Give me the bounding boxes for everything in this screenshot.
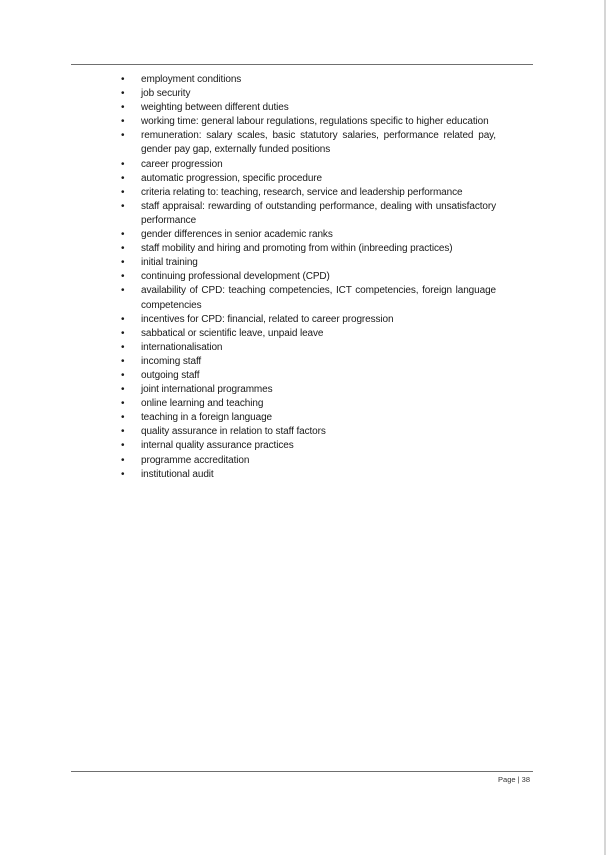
- list-item-text: initial training: [141, 257, 198, 269]
- list-item: [0, 87, 606, 101]
- bullet-icon: •: [121, 440, 125, 452]
- bullet-icon: •: [121, 271, 125, 283]
- list-item: [0, 270, 606, 284]
- bullet-icon: •: [121, 158, 125, 170]
- list-item: [0, 397, 606, 411]
- list-item-text: gender differences in senior academic ranks: [141, 229, 333, 241]
- bullet-icon: •: [121, 285, 125, 297]
- list-item: [0, 129, 606, 157]
- bullet-icon: •: [121, 102, 125, 114]
- list-item-text: incoming staff: [141, 355, 202, 367]
- list-item-text: internal quality assurance practices: [141, 440, 294, 452]
- bullet-icon: •: [121, 74, 125, 85]
- list-item-text: incentives for CPD: financial, related to career progression: [141, 313, 394, 325]
- list-item-text: staff appraisal: rewarding of outstanding performance, dealing with unsatisfactory performance: [141, 200, 496, 226]
- bullet-icon: •: [121, 426, 125, 438]
- list-item: [0, 313, 606, 327]
- list-item: [0, 172, 606, 186]
- list-item: [0, 341, 606, 355]
- bullet-icon: •: [121, 355, 125, 367]
- list-item-text: teaching in a foreign language: [141, 412, 272, 424]
- list-item-text: employment conditions: [141, 74, 242, 85]
- list-item-text: availability of CPD: teaching competencies, ICT competencies, foreign language competencies: [141, 285, 496, 311]
- list-item: [0, 411, 606, 425]
- bullet-icon: •: [121, 116, 125, 128]
- list-item: [0, 101, 606, 115]
- bullet-icon: •: [121, 384, 125, 396]
- list-item-text: weighting between different duties: [141, 102, 289, 114]
- list-item: [0, 425, 606, 439]
- list-item: [0, 200, 606, 228]
- bullet-icon: •: [121, 369, 125, 381]
- bullet-icon: •: [121, 454, 125, 466]
- list-item: [0, 383, 606, 397]
- bullet-icon: •: [121, 229, 125, 241]
- bullet-icon: •: [121, 412, 125, 424]
- list-item-text: criteria relating to: teaching, research, service and leadership performance: [141, 186, 463, 198]
- list-item-text: career progression: [141, 158, 223, 170]
- bullet-icon: •: [121, 468, 125, 480]
- list-item-text: automatic progression, specific procedure: [141, 172, 322, 184]
- list-item-text: quality assurance in relation to staff factors: [141, 426, 326, 438]
- bullet-icon: •: [121, 88, 125, 100]
- bullet-icon: •: [121, 341, 125, 353]
- list-item-text: continuing professional development (CPD): [141, 271, 330, 283]
- list-item-text: staff mobility and hiring and promoting from within (inbreeding practices): [141, 243, 453, 255]
- list-item-text: institutional audit: [141, 468, 214, 480]
- bullet-icon: •: [121, 327, 125, 339]
- list-item-text: internationalisation: [141, 341, 223, 353]
- list-item: [0, 115, 606, 129]
- list-item: [0, 186, 606, 200]
- list-item: [0, 439, 606, 453]
- list-item: [0, 228, 606, 242]
- list-item-text: remuneration: salary scales, basic statutory salaries, performance related pay, gender pay gap, externally funded positions: [141, 130, 496, 156]
- list-item-text: working time: general labour regulations, regulations specific to higher education: [141, 116, 489, 128]
- list-item-text: programme accreditation: [141, 454, 250, 466]
- list-item-text: job security: [141, 88, 191, 100]
- bullet-icon: •: [121, 172, 125, 184]
- list-item-text: online learning and teaching: [141, 398, 264, 410]
- bullet-list: [0, 73, 606, 482]
- list-item: [0, 468, 606, 482]
- page-number: Page | 38: [498, 775, 530, 784]
- bullet-icon: •: [121, 398, 125, 410]
- list-item: [0, 256, 606, 270]
- bullet-icon: •: [121, 200, 125, 212]
- list-item: [0, 242, 606, 256]
- bullet-icon: •: [121, 130, 125, 142]
- bullet-icon: •: [121, 186, 125, 198]
- list-item-text: joint international programmes: [141, 384, 273, 396]
- list-item-text: outgoing staff: [141, 369, 200, 381]
- list-item: [0, 369, 606, 383]
- bullet-icon: •: [121, 257, 125, 269]
- list-item: [0, 454, 606, 468]
- footer-divider: [71, 771, 533, 772]
- list-item: [0, 355, 606, 369]
- list-item: [0, 284, 606, 312]
- list-item-text: sabbatical or scientific leave, unpaid leave: [141, 327, 324, 339]
- bullet-icon: •: [121, 313, 125, 325]
- header-divider: [71, 64, 533, 65]
- list-item: [0, 327, 606, 341]
- list-item: [0, 158, 606, 172]
- list-item: [0, 73, 606, 87]
- bullet-icon: •: [121, 243, 125, 255]
